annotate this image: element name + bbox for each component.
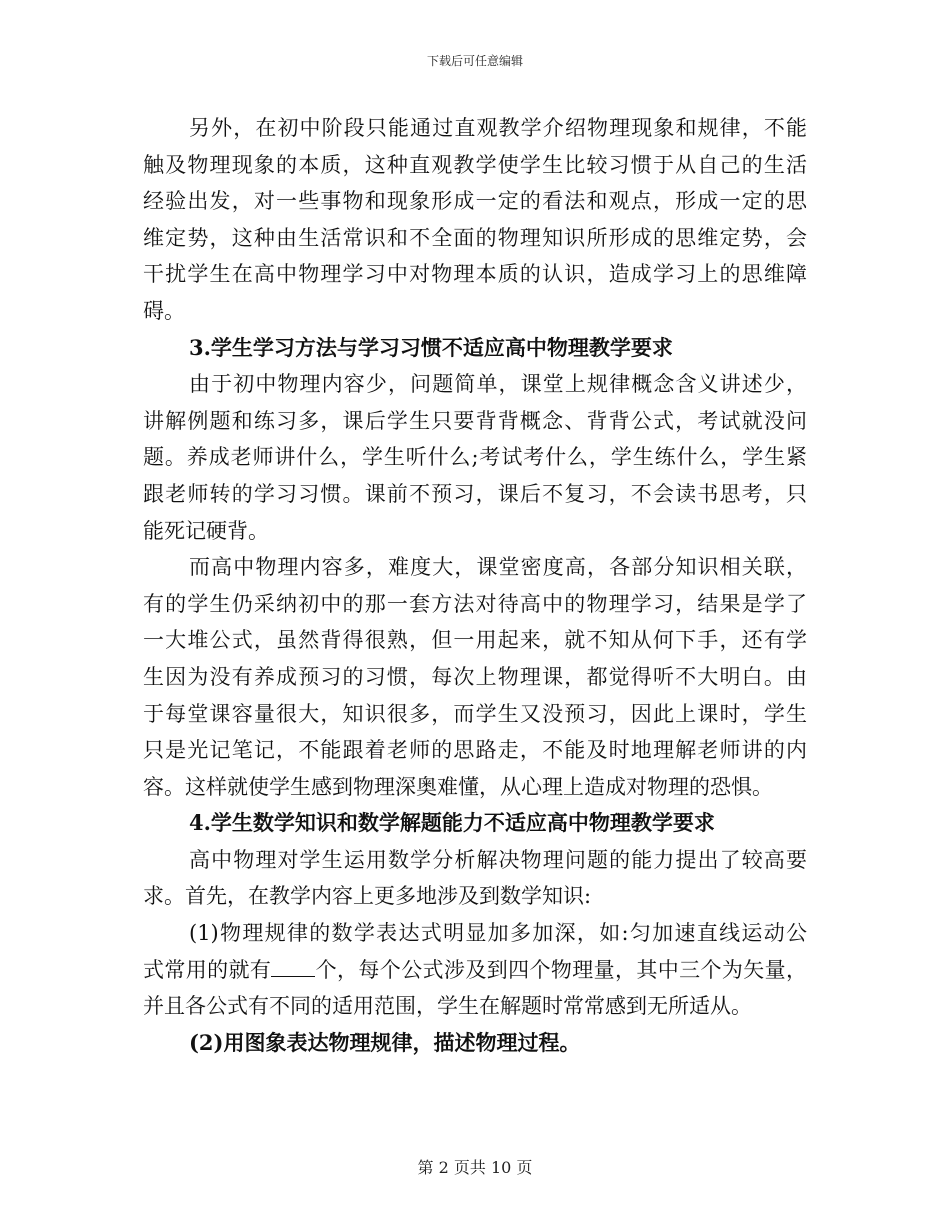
fill-in-blank	[271, 958, 315, 977]
paragraph-line: 高中物理对学生运用数学分析解决物理问题的能力提出了较高要	[189, 847, 807, 872]
paragraph-line: 一大堆公式，虽然背得很熟，但一用起来，就不知从何下手，还有学	[143, 628, 807, 653]
paragraph-line	[143, 952, 807, 989]
page-footer: 第 2 页共 10 页	[417, 1158, 533, 1177]
paragraph-line: 碍。	[143, 298, 185, 323]
line-text: 式常用的就有	[143, 957, 272, 982]
paragraph-line: 求。首先，在教学内容上更多地涉及到数学知识:	[143, 884, 592, 909]
line-text: 个，每个公式涉及到四个物理量，其中三个为矢量，	[315, 957, 808, 982]
paragraph-line: 跟老师转的学习习惯。课前不预习，课后不复习，不会读书思考，只	[143, 481, 807, 506]
paragraph-line: (1)物理规律的数学表达式明显加多加深，如:匀加速直线运动公	[189, 921, 807, 946]
paragraph-line: 题。养成老师讲什么，学生听什么;考试考什么，学生练什么，学生紧	[143, 445, 807, 470]
page-header: 下载后可任意编辑	[426, 54, 523, 68]
section-heading-4: 4.学生数学知识和数学解题能力不适应高中物理教学要求	[189, 810, 715, 836]
paragraph-line: 并且各公式有不同的适用范围，学生在解题时常常感到无所适从。	[143, 994, 752, 1019]
paragraph-line: 于每堂课容量很大，知识很多，而学生又没预习，因此上课时，学生	[143, 701, 807, 726]
paragraph-line: 维定势，这种由生活常识和不全面的物理知识所形成的思维定势，会	[143, 225, 807, 250]
paragraph-line: 触及物理现象的本质，这种直观教学使学生比较习惯于从自己的生活	[143, 152, 807, 177]
paragraph-line: 有的学生仍采纳初中的那一套方法对待高中的物理学习，结果是学了	[143, 591, 807, 616]
paragraph-line: 生因为没有养成预习的习惯，每次上物理课，都觉得听不大明白。由	[143, 664, 807, 689]
section-heading-3: 3.学生学习方法与学习习惯不适应高中物理教学要求	[189, 334, 673, 360]
paragraph-line: 只是光记笔记，不能跟着老师的思路走，不能及时地理解老师讲的内	[143, 738, 807, 763]
paragraph-line: 干扰学生在高中物理学习中对物理本质的认识，造成学习上的思维障	[143, 262, 807, 287]
sub-heading-2: (2)用图象表达物理规律，描述物理过程。	[189, 1029, 581, 1055]
paragraph-line: 容。这样就使学生感到物理深奥难懂，从心理上造成对物理的恐惧。	[143, 774, 773, 799]
paragraph-line: 由于初中物理内容少，问题简单，课堂上规律概念含义讲述少，	[189, 372, 807, 397]
paragraph-line: 经验出发，对一些事物和现象形成一定的看法和观点，形成一定的思	[143, 189, 807, 214]
paragraph-line: 另外，在初中阶段只能通过直观教学介绍物理现象和规律，不能	[189, 116, 807, 140]
document-body	[143, 110, 807, 1061]
paragraph-line: 能死记硬背。	[143, 518, 269, 543]
paragraph-line: 而高中物理内容多，难度大，课堂密度高，各部分知识相关联，	[189, 555, 807, 580]
paragraph-line: 讲解例题和练习多，课后学生只要背背概念、背背公式，考试就没问	[143, 408, 807, 433]
